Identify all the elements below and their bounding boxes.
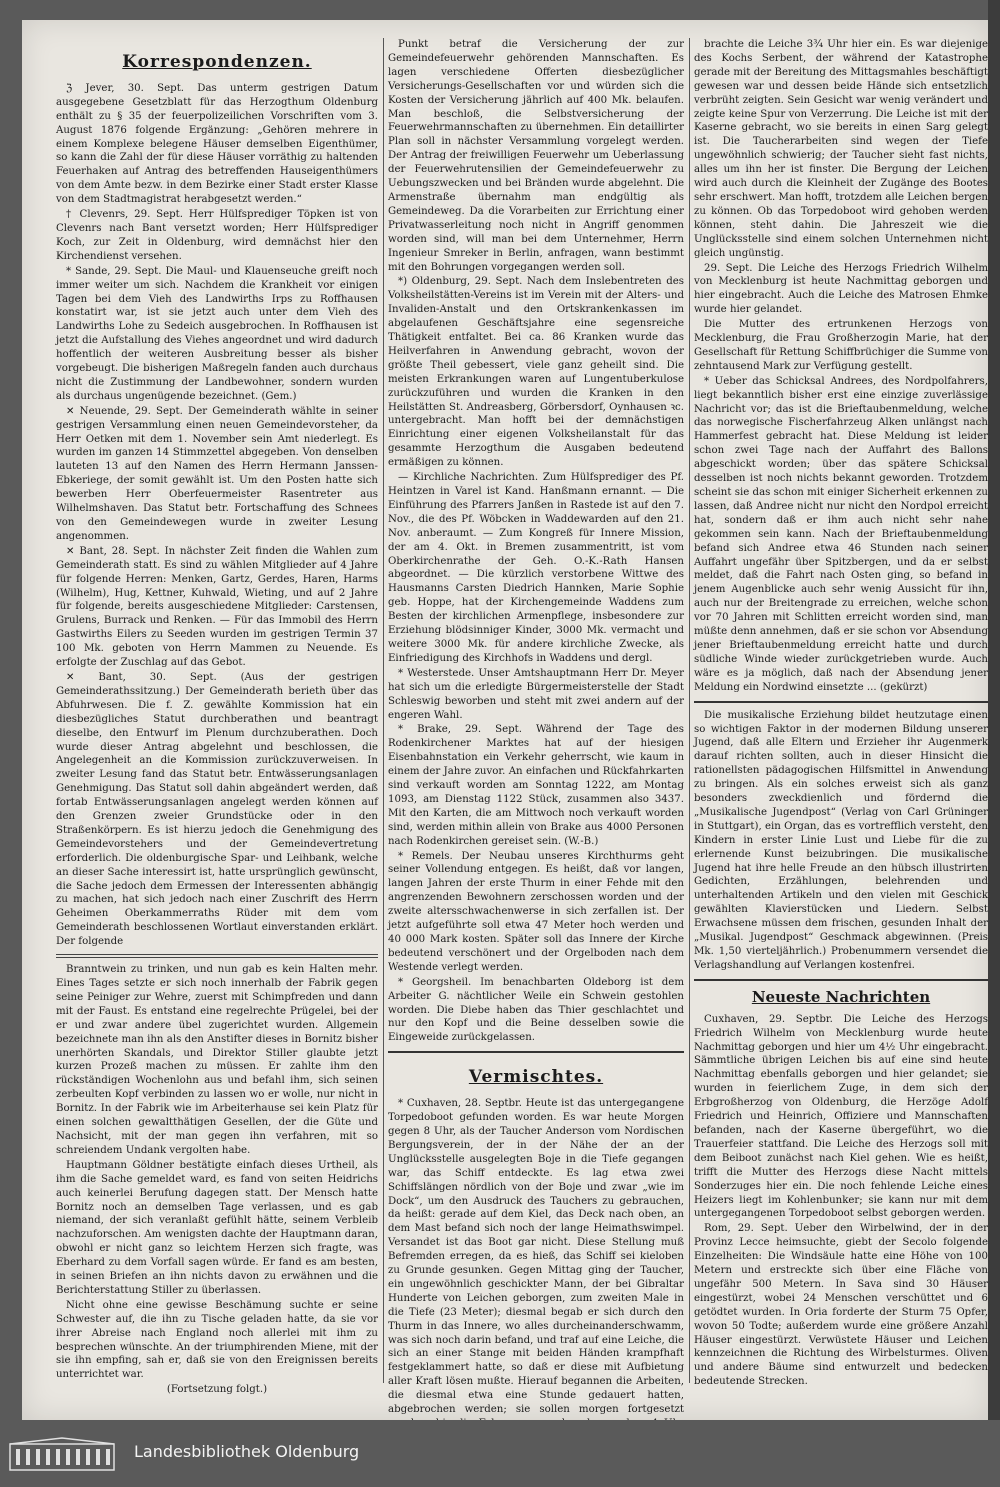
library-name: Landesbibliothek Oldenburg	[134, 1442, 360, 1461]
article: * Georgsheil. Im benachbarten Oldeborg ist dem Arbeiter G. nächtlicher Weile ein Schwein gestohlen worden. Die Diebe haben das Thier geschlachtet und nur den Kopf und die Beine desselben sowie die Eingeweide zurückgelassen.	[388, 976, 684, 1044]
column-rule	[383, 38, 384, 1383]
serial-paragraph: Branntwein zu trinken, und nun gab es kein Halten mehr. Eines Tages setzte er sich noch innerhalb der Fabrik gegen seine Peiniger zur Wehre, zuerst mit Schimpfreden und dann mit der Faust. Es entstand eine regelrechte Prügelei, bei der er und zwar andere übel zugerichtet wurden. Allgemein bezeichnete man ihn als den Anstifter dieses in Bornitz bisher unerhörten Skandals, und Direktor Stiller glaubte jetzt kurzen Prozeß machen zu müssen. Er zahlte ihm den rückständigen Wochenlohn aus und befahl ihm, sich seinen zerbeulten Kopf verbinden zu lassen wo er wolle, nur nicht in Bornitz. In der Fabrik wie im Arbeiterhause sei kein Platz für einen solchen gewaltthätigen Gesellen, der die Güte und Nachsicht, mit der man gegen ihn verfahren, mit so schreiendem Undank vergolten habe.	[56, 964, 378, 1156]
article: * Ueber das Schicksal Andrees, des Nordpolfahrers, liegt bekanntlich bisher erst eine einzige zuverlässige Nachricht vor; das ist die Brieftaubenmeldung, welche das norwegische Fischerfahrzeug Alken unlängst nach Hammerfest gebracht hat. Diese Meldung ist leider schon zwei Tage nach der Auffahrt des Ballons abgeschickt worden; über das spätere Schicksal desselben ist noch nichts bekannt geworden. Trotzdem scheint sie das schon mit einiger Sicherheit erkennen zu lassen, daß Andree nicht nur nicht den Nordpol erreicht hat, sondern daß er ihm auch nicht sehr nahe gekommen sein kann. Nach der Brieftaubenmeldung befand sich Andree etwa 46 Stunden nach seiner Auffahrt ungefähr über Spitzbergen, und da er selbst meldet, daß die Fahrt nach Osten ging, so befand in jenem Augenblicke auch sehr wenig Aussicht für ihn, auch nur der Breitengrade zu erreichen, welche schon vor 70 Jahren mit Schlitten erreicht worden sind, man müßte denn annehmen, daß er sie schon vor Absendung jener Brieftaubenmeldung erreicht hatte und durch südliche Winde wieder zurückgetrieben wurde. Auch wäre es ja möglich, daß nach der Absendung jener Meldung ein Nordwind einsetzte ... (gekürzt)	[694, 375, 988, 693]
article: — Kirchliche Nachrichten. Zum Hülfsprediger des Pf. Heintzen in Varel ist Kand. Hanßmann ernannt. — Die Einführung des Pfarrers Janßen in Rastede ist auf den 7. Nov., die des Pf. Wöbcken in Waddewarden auf den 21. Nov. anberaumt. — Zum Kongreß für Innere Mission, der am 4. Okt. in Bremen zusammentritt, ist vom Oberkirchenrathe der Geh. O.-K.-Rath Hansen abgeordnet. — Die kürzlich verstorbene Wittwe des Hausmanns Carsten Diedrich Hannken, Marie Sophie geb. Hoppe, hat der Kirchengemeinde Waddens zum Besten der kirchlichen Armenpflege, insbesondere zur Erziehung blödsinniger Kinder, 3000 Mk. vermacht und weitere 3000 Mk. für andere kirchliche Zwecke, als Einfriedigung des Kirchhofs in Waddens und dergl.	[388, 472, 684, 664]
article: ✕ Bant, 30. Sept. (Aus der gestrigen Gemeinderathssitzung.) Der Gemeinderath berieth über das Abfuhrwesen. Die f. Z. gewählte Kommission hat ein diesbezügliches Statut durchberathen und beantragt dieselbe, den Entwurf im Plenum durchzuberathen. Doch wurde dieser Antrag abgelehnt und beschlossen, die Angelegenheit an die Kommission zurückzuverweisen. In zweiter Lesung fand das Statut betr. Entwässerungsanlagen Genehmigung. Das Statut soll dahin abgeändert werden, daß fortab Entwässerungsanlagen angelegt werden können auf den Grenzen zweier Grundstücke oder in den Straßenkörpern. Es ist hierzu jedoch die Genehmigung des Gemeindevorstehers und der Gemeindevertretung erforderlich. Die oldenburgische Spar- und Leihbank, welche an dieser Sache interessirt ist, hatte ursprünglich gewünscht, die Sache jedoch dem Ermessen der Interessenten abhängig zu machen, hat sich jedoch nach einer Zuschrift des Herrn Geheimen Oberkammerraths Rüder mit dem vom Gemeinderath beschlossenen Wortlaut einverstanden erklärt. Der folgende	[56, 671, 378, 948]
article: Punkt betraf die Versicherung der zur Gemeindefeuerwehr gehörenden Mannschaften. Es lagen verschiedene Offerten diesbezüglicher Versicherungs-Gesellschaften vor und würden sich die Kosten der Versicherung jährlich auf 400 Mk. belaufen. Man beschloß, die Selbstversicherung der Feuerwehrmannschaften zu übernehmen. Ein detaillirter Plan soll in nächster Versammlung vorgelegt werden. Der Antrag der freiwilligen Feuerwehr um Ueberlassung der Feuerwehrutensilien der Gemeindefeuerwehr zu Uebungszwecken und bei Bränden wurde abgelehnt. Die Armenstraße übernahm man endgültig als Gemeindeweg. Da die Vorarbeiten zur Errichtung einer Privatwasserleitung noch nicht in Angriff genommen worden sind, will man bei dem Unternehmer, Herrn Ingenieur Smreker in Berlin, anfragen, wann bestimmt mit den Bohrungen vorgegangen werden soll.	[388, 39, 684, 273]
column-rule	[689, 38, 690, 1383]
section-heading-neueste-nachrichten: Neueste Nachrichten	[751, 987, 931, 1006]
section-heading-vermischtes: Vermischtes.	[468, 1067, 604, 1088]
article: † Clevenrs, 29. Sept. Herr Hülfsprediger Töpken ist von Clevenrs nach Bant versetzt worden; Herr Hülfsprediger Koch, zur Zeit in Oldenburg, wird demnächst hier den Kirchendienst versehen.	[56, 209, 378, 262]
article: * Brake, 29. Sept. Während der Tage des Rodenkirchener Marktes hat auf der hiesigen Eisenbahnstation ein Verkehr geherrscht, wie kaum in einem der Jahre zuvor. An einfachen und Rückfahrkarten sind verkauft worden am Sonntag 1222, am Montag 1093, am Dienstag 1122 Stück, zusammen also 3437. Mit den Karten, die am Mittwoch noch verkauft worden sind, werden mithin allein von Brake aus 4000 Personen nach Rodenkirchen gereiset sein. (W.-B.)	[388, 724, 684, 847]
serial-paragraph: Nicht ohne eine gewisse Beschämung suchte er seine Schwester auf, die ihn zu Tische geladen hatte, da sie vor ihrer Abreise nach England noch allerlei mit ihm zu besprechen wünschte. An der triumphirenden Miene, mit der sie ihn empfing, sah er, daß sie von den Ereignissen bereits unterrichtet war.	[56, 1299, 378, 1381]
article: * Sande, 29. Sept. Die Maul- und Klauenseuche greift noch immer weiter um sich. Nachdem die Krankheit vor einigen Tagen bei dem Vieh des Landwirths Irps zu Roffhausen konstatirt war, ist sie jetzt auch unter dem Vieh des Landwirths Lohe zu Sedeich ausgebrochen. In Roffhausen ist jetzt die Aufstallung des Viehes angeordnet und wird dadurch hoffentlich der weiteren Ausbreitung besser als bisher vorgebeugt. Die bisherigen Maßregeln fanden auch durchaus nicht die Zustimmung der Landbewohner, sondern wurden als durchaus ungenügende bezeichnet. (Gem.)	[56, 265, 378, 402]
column-2	[388, 38, 684, 1416]
section-divider	[694, 701, 988, 703]
footer-bar	[0, 1420, 1000, 1486]
article: ✕ Neuende, 29. Sept. Der Gemeinderath wählte in seiner gestrigen Versammlung einen neuen Gemeindevorsteher, da Herr Oetken mit dem 1. November sein Amt niederlegt. Es wurden im ganzen 14 Stimmzettel abgegeben. Von denselben lauteten 13 auf den Namen des Herrn Hermann Janssen-Ebkeriege, der somit gewählt ist. Um den Posten hatte sich bewerben Herr Oberfeuermeister Rasentreter aus Wilhelmshaven. Das Statut betr. Fortschaffung des Schnees von den Gemeindewegen wurde in zweiter Lesung angenommen.	[56, 405, 378, 542]
section-heading-korrespondenzen: Korrespondenzen.	[122, 52, 312, 72]
article: * Cuxhaven, 28. Septbr. Heute ist das untergegangene Torpedoboot gefunden worden. Es war heute Morgen gegen 8 Uhr, als der Taucher Anderson vom Nordischen Bergungsverein, der in der Nähe der an der Unglücksstelle ausgelegten Boje in die Tiefe gegangen war, das Schiff entdeckte. Es lag etwa zwei Schiffslängen nördlich von der Boje und zwar „wie im Dock“, um den Ausdruck des Tauchers zu gebrauchen, da heißt: gerade auf dem Kiel, das Deck nach oben, an dem Mast befand sich noch der lange Heimathswimpel. Versandet ist das Boot gar nicht. Diese Stellung muß Befremden erregen, da es hieß, das Schiff sei kieloben zu Grunde gesunken. Gegen Mittag ging der Taucher, ein ungewöhnlich geschickter Mann, der bei Gibraltar Hunderte von Leichen geborgen, zum zweiten Male in die Tiefe (23 Meter); diesmal begab er sich durch den Thurm in das Innere, wo alles durcheinanderschwamm, was sich noch darin befand, und traf auf eine Leiche, die sich an einer Stange mit beiden Händen krampfhaft festgeklammert hatte, so daß er diese mit Aufbietung aller Kraft lösen mußte. Hierauf begannen die Arbeiten, die diesmal etwa eine Stunde gedauert hatten, abgebrochen werden; sie sollen morgen fortgesetzt	[388, 1098, 684, 1416]
serial-paragraph: Hauptmann Göldner bestätigte einfach dieses Urtheil, als ihm die Sache gemeldet ward, es fand von seiten Heidrichs auch keinerlei Berufung dagegen statt. Der Mensch hatte Bornitz noch an demselben Tage verlassen, und es gab niemand, der sich veranlaßt gefühlt hätte, seinem Verbleib nachzuforschen. Am wenigsten dachte der Hauptmann daran, obwohl er nicht ganz so leichtem Herzen sich fragte, was Eberhard zu dem Vorfall sagen würde. Er fand es am besten, in seinen Briefen an ihn nichts davon zu erwähnen und die Berichterstattung Stiller zu überlassen.	[56, 1159, 378, 1296]
section-divider	[388, 1051, 684, 1053]
section-divider	[694, 979, 988, 981]
page-edge	[988, 0, 1000, 1486]
article: * Remels. Der Neubau unseres Kirchthurms geht seiner Vollendung entgegen. Es heißt, daß vor langen, langen Jahren der erste Thurm in einer Fehde mit den angrenzenden Bewohnern zerschossen worden und der zweite altersschwachenwerse in sich zerfallen ist. Der jetzt aufgeführte soll etwa 47 Meter hoch werden und 40 000 Mark kosten. Später soll das Innere der Kirche bedeutend verschönert und der Orgelboden nach dem Westende verlegt werden.	[388, 850, 684, 973]
article: Die Mutter des ertrunkenen Herzogs von Mecklenburg, die Frau Großherzogin Marie, hat der Gesellschaft für Rettung Schiffbrüchiger die Summe von zehntausend Mark zur Verfügung gestellt.	[694, 319, 988, 372]
article: Die musikalische Erziehung bildet heutzutage einen so wichtigen Faktor in der modernen Bildung unserer Jugend, daß alle Eltern und Erzieher ihr Augenmerk darauf richten sollten, auch in dieser Hinsicht die rationellsten pädagogischen Hilfsmittel in Anwendung zu bringen. Als ein solches erweist sich als ganz besonders zweckdienlich und fördernd die „Musikalische Jugendpost“ (Verlag von Carl Grüninger in Stuttgart), ein Organ, das es vortrefflich versteht, den Kindern in erster Linie Lust und Liebe für die zu erlernende Kunst beizubringen. Die musikalische Jugend hat ihre helle Freude an den hübsch illustrirten Gedichten, Erzählungen, belehrenden und unterhaltenden Artikeln und den vielen mit Geschick gewählten Klavierstücken und Liedern. Selbst Erwachsene müssen dem frischen, gesunden Inhalt der „Musikal. Jugendpost“ Geschmack abgewinnen. (Preis Mk. 1,50 vierteljährlich.) Probenummern versendet die Verlagshandlung auf Verlangen kostenfrei.	[694, 709, 988, 971]
article: 29. Sept. Die Leiche des Herzogs Friedrich Wilhelm von Mecklenburg ist heute Nachmittag geborgen und hier eingebracht. Auch die Leiche des Matrosen Ehmke wurde hier gelandet.	[694, 262, 988, 316]
column-1	[56, 38, 378, 1396]
article: *) Oldenburg, 29. Sept. Nach dem Inslebentreten des Volksheilstätten-Vereins ist im Verein mit der Alters- und Invaliden-Anstalt und den Ortskrankenkassen im abgelaufenen Geschäftsjahre eine segensreiche Thätigkeit entfaltet. Bei ca. 86 Kranken wurde das Heilverfahren in Anwendung gebracht, wovon der größte Theil gebessert, viele ganz geheilt sind. Die meisten Erkrankungen waren auf Lungentuberkulose zurückzuführen und wurden die Kranken in den Heilstätten St. Andreasberg, Görbersdorf, Oynhausen ꝛc. untergebracht. Man hofft bei der demnächstigen Einrichtung einer eigenen Volksheilanstalt für das gesammte Herzogthum die Ausgaben bedeutend ermäßigen zu können.	[388, 276, 684, 469]
article: Cuxhaven, 29. Septbr. Die Leiche des Herzogs Friedrich Wilhelm von Mecklenburg wurde heute Nachmittag geborgen und hier um 4½ Uhr eingebracht. Sämmtliche übrigen Leichen bis auf eine sind heute Nachmittag ebenfalls geborgen und hier gelandet; sie wurden in feierlichem Zuge, in dem sich der Erbgroßherzog von Oldenburg, die Herzöge Adolf Friedrich und Heinrich, Offiziere und Mannschaften befanden, nach der Kaserne übergeführt, wo die Trauerfeier stattfand. Die Leiche des Herzogs soll mit dem Beiboot zunächst nach Kiel gehen. Wie es heißt, trifft die Mutter des Herzogs diese Nacht mittels Sonderzuges hier ein. Die noch fehlende Leiche eines Heizers liegt im Kohlenbunker; sie kann nur mit dem untergegangenen Torpedoboot selbst geborgen werden.	[694, 1013, 988, 1220]
article: brachte die Leiche 3¾ Uhr hier ein. Es war diejenige des Kochs Serbent, der während der Katastrophe gerade mit der Bereitung des Mittagsmahles beschäftigt gewesen war und dessen beide Hände sich entsetzlich verbrüht zeigten. Sein Gesicht war wenig verändert und zeigte keine Spur von Verzerrung. Die Leiche ist mit der Kaserne gebracht, wo sie bereits in einen Sarg gelegt ist. Die Taucherarbeiten sind wegen der Tiefe ungewöhnlich schwierig; der Taucher sieht fast nichts, alles um ihn her ist finster. Die Bergung der Leichen wird auch durch die Kleinheit der Zugänge des Bootes sehr erschwert. Man hofft, trotzdem alle Leichen bergen zu können. Ob das Torpedoboot wird gehoben werden können, steht dahin. Die Jahreszeit wie die Unglücksstelle sind einem solchen Unternehmen nicht gleich ungünstig.	[694, 39, 988, 259]
article: ✕ Bant, 28. Sept. In nächster Zeit finden die Wahlen zum Gemeinderath statt. Es sind zu wählen Mitglieder auf 4 Jahre für folgende Herren: Menken, Gartz, Gerdes, Haren, Harms (Wilhelm), Hug, Kettner, Kuhwald, Wieting, und auf 2 Jahre für folgende, bereits ausgeschiedene Mitglieder: Carstensen, Grulens, Burrack und Renken. — Für das Immobil des Herrn Gastwirths Eilers zu Seeden wurden im gestrigen Termin 37 100 Mk. geboten von Herrn Mammen zu Neuende. Es erfolgte der Zuschlag auf das Gebot.	[56, 545, 378, 669]
article: * Westerstede. Unser Amtshauptmann Herr Dr. Meyer hat sich um die erledigte Bürgermeisterstelle der Stadt Schleswig beworben und steht mit zwei andern auf der engeren Wahl.	[388, 667, 684, 721]
library-building-icon	[10, 1438, 114, 1470]
column-3	[694, 38, 988, 1388]
article: ℨ Jever, 30. Sept. Das unterm gestrigen Datum ausgegebene Gesetzblatt für das Herzogthum Oldenburg enthält zu § 35 der feuerpolizeilichen Vorschriften vom 3. August 1876 folgende Ergänzung: „Gehören mehrere in einem Komplexe belegene Häuser demselben Eigenthümer, so kann die Zahl der für diese Häuser vorräthig zu haltenden Feuerhaken auf Antrag des betreffenden Hauseigenthümers von dem Amte bezw. in dem Bezirke einer Stadt erster Klasse von dem Stadtmagistrat herabgesetzt werden.“	[56, 82, 378, 206]
article: Rom, 29. Sept. Ueber den Wirbelwind, der in der Provinz Lecce heimsuchte, giebt der Secolo folgende Einzelheiten: Die Windsäule hatte eine Höhe von 100 Metern und erstreckte sich über eine Fläche von ungefähr 500 Metern. In Sava sind 30 Häuser eingestürzt, wobei 24 Menschen verschüttet und 6 getödtet wurden. In Oria forderte der Sturm 75 Opfer, wovon 50 Todte; außerdem wurde eine größere Anzahl Häuser eingestürzt. Verwüstete Häuser und Leichen kennzeichnen die Richtung des Wirbelsturmes. Oliven und andere Bäume sind entwurzelt und bedecken bedeutende Strecken.	[694, 1223, 988, 1388]
continued-note: (Fortsetzung folgt.)	[166, 1384, 268, 1396]
feuilleton-divider	[56, 954, 378, 958]
